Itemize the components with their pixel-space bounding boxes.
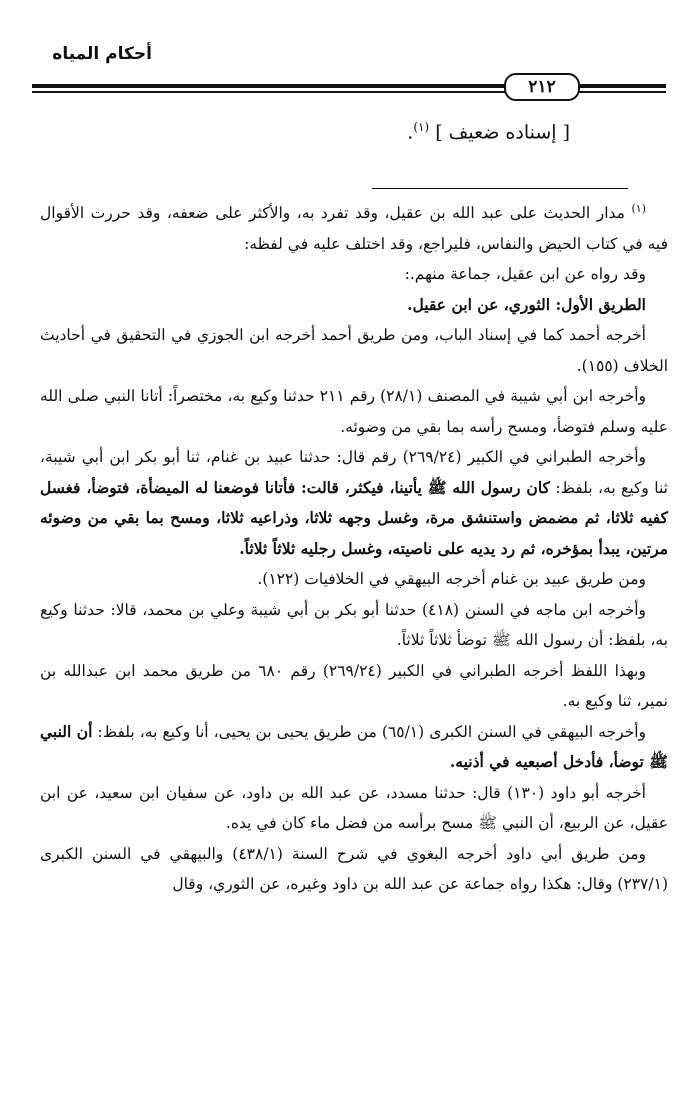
end-mark: . — [407, 121, 414, 144]
footnote-paragraph — [40, 717, 668, 778]
footnote-line: الكبرى (٢٣٧/١) وقال: هكذا رواه جماعة عن عبد الله بن داود وغيره، عن الثوري، وقال — [40, 844, 668, 893]
footnote-line: حدثنا وكيع به، بلفظ: أن رسول الله ﷺ توضأ ثلاثاً ثلاثاً. — [40, 600, 668, 649]
footnote-line: مدار الحديث على عبد الله بن عقيل، وقد تفرد به، والأكثر على ضعفه، وقد — [137, 204, 625, 222]
running-title: أحكام المياه — [52, 44, 152, 64]
hadith-text: وذراعيه ثلاثا، ومسح بما بقي من وضوئه مرتين، يبدأ بمؤخره، ثم رد يديه على ناصيته، — [40, 508, 668, 558]
footnote-line: وبهذا اللفظ أخرجه الطبراني في الكبير (٢٦٩/٢٤) رقم ٦٨٠ من طريق محمد — [142, 661, 646, 680]
footnote-divider — [372, 188, 628, 189]
footnote-paragraph — [40, 778, 668, 839]
section-heading: الطريق الأول: الثوري، عن ابن عقيل. — [407, 294, 646, 314]
footnote-line: حررت الأقوال فيه في كتاب الحيض والنفاس، فليراجع، وقد اختلف عليه في لفظه: — [40, 204, 668, 253]
footnote-line: ومن طريق أبي داود أخرجه البغوي في شرح السنة (٤٣٨/١) والبيهقي في السنن — [91, 844, 646, 863]
footnote-paragraph — [40, 595, 668, 656]
footnote-line: وأخرجه ابن أبي شيبة في المصنف (٢٨/١) رقم ٢١١ حدثنا وكيع به، مختصراً: أتانا — [140, 387, 646, 405]
footnote-line: بلفظ: — [97, 722, 135, 741]
hadith-text: له الميضأة، فتوضأ، فغسل كفيه ثلاثا، ثم مضمض واستنشق مرة، وغسل وجهه ثلاثا، — [40, 477, 668, 527]
footnote-paragraph — [40, 381, 668, 442]
footnote-paragraph — [40, 320, 668, 381]
footnote-reference: (١) — [413, 120, 430, 134]
footnotes — [40, 198, 668, 900]
footnote-line: وأخرجه الطبراني في الكبير (٢٦٩/٢٤) رقم قال: حدثنا عبيد بن غنام، ثنا أبو بكر — [135, 448, 647, 466]
footnote-line: النبي صلى الله عليه وسلم فتوضأ، ومسح رأسه بما بقي من وضوئه. — [40, 387, 668, 436]
footnote-paragraph — [40, 839, 668, 900]
footnote-line: ابن أبي شيبة، ثنا وكيع به، بلفظ: — [40, 448, 668, 497]
footnote-paragraph — [40, 656, 668, 717]
footnote-line: أخرجه أبو داود (١٣٠) قال: حدثنا مسدد، عن عبد الله بن داود، عن سفيان — [165, 783, 646, 802]
footnote-line: أخرجه أحمد كما في إسناد الباب، ومن طريق أحمد أخرجه ابن الجوزي في التحقيق في — [90, 326, 646, 344]
hadith-text: أن النبي ﷺ توضأ، فأدخل أصبعيه في أذنيه. — [40, 721, 668, 771]
footnote-paragraph: وقد رواه عن ابن عقيل، جماعة منهم.: — [404, 265, 646, 283]
footnote-line: وأخرجه ابن ماجه في السنن (٤١٨) حدثنا أبو بكر بن أبي شيبة وعلي بن محمد، قالا: — [110, 600, 647, 619]
footnote-marker: (١) — [631, 201, 646, 215]
footnote-paragraph: ومن طريق عبيد بن غنام أخرجه البيهقي في الخلافيات (١٢٢). — [257, 570, 646, 588]
footnote-line: ابن سعيد، عن ابن عقيل، عن الربيع، أن النبي ﷺ مسح برأسه من فضل ماء كان في يده. — [40, 783, 668, 832]
footnote-paragraph — [40, 198, 668, 259]
main-statement: [ إسناده ضعيف ] — [435, 121, 570, 144]
footnote-line: ابن عبدالله بن نمير، ثنا وكيع به. — [40, 661, 668, 710]
page-number: ٢١٢ — [504, 73, 580, 101]
hadith-text: وغسل رجليه ثلاثاً ثلاثاً. — [239, 538, 383, 558]
footnote-paragraph — [40, 442, 668, 564]
footnote-line: وأخرجه البيهقي في السنن الكبرى (٦٥/١) من طريق يحيى بن يحيى، أنا وكيع به، — [139, 722, 647, 741]
main-text — [110, 120, 570, 143]
hadith-text: كان رسول الله ﷺ يأتينا، فيكثر، قالت: فأتانا فوضعنا — [213, 477, 550, 497]
footnote-line: أحاديث الخلاف (١٥٥). — [40, 326, 668, 375]
